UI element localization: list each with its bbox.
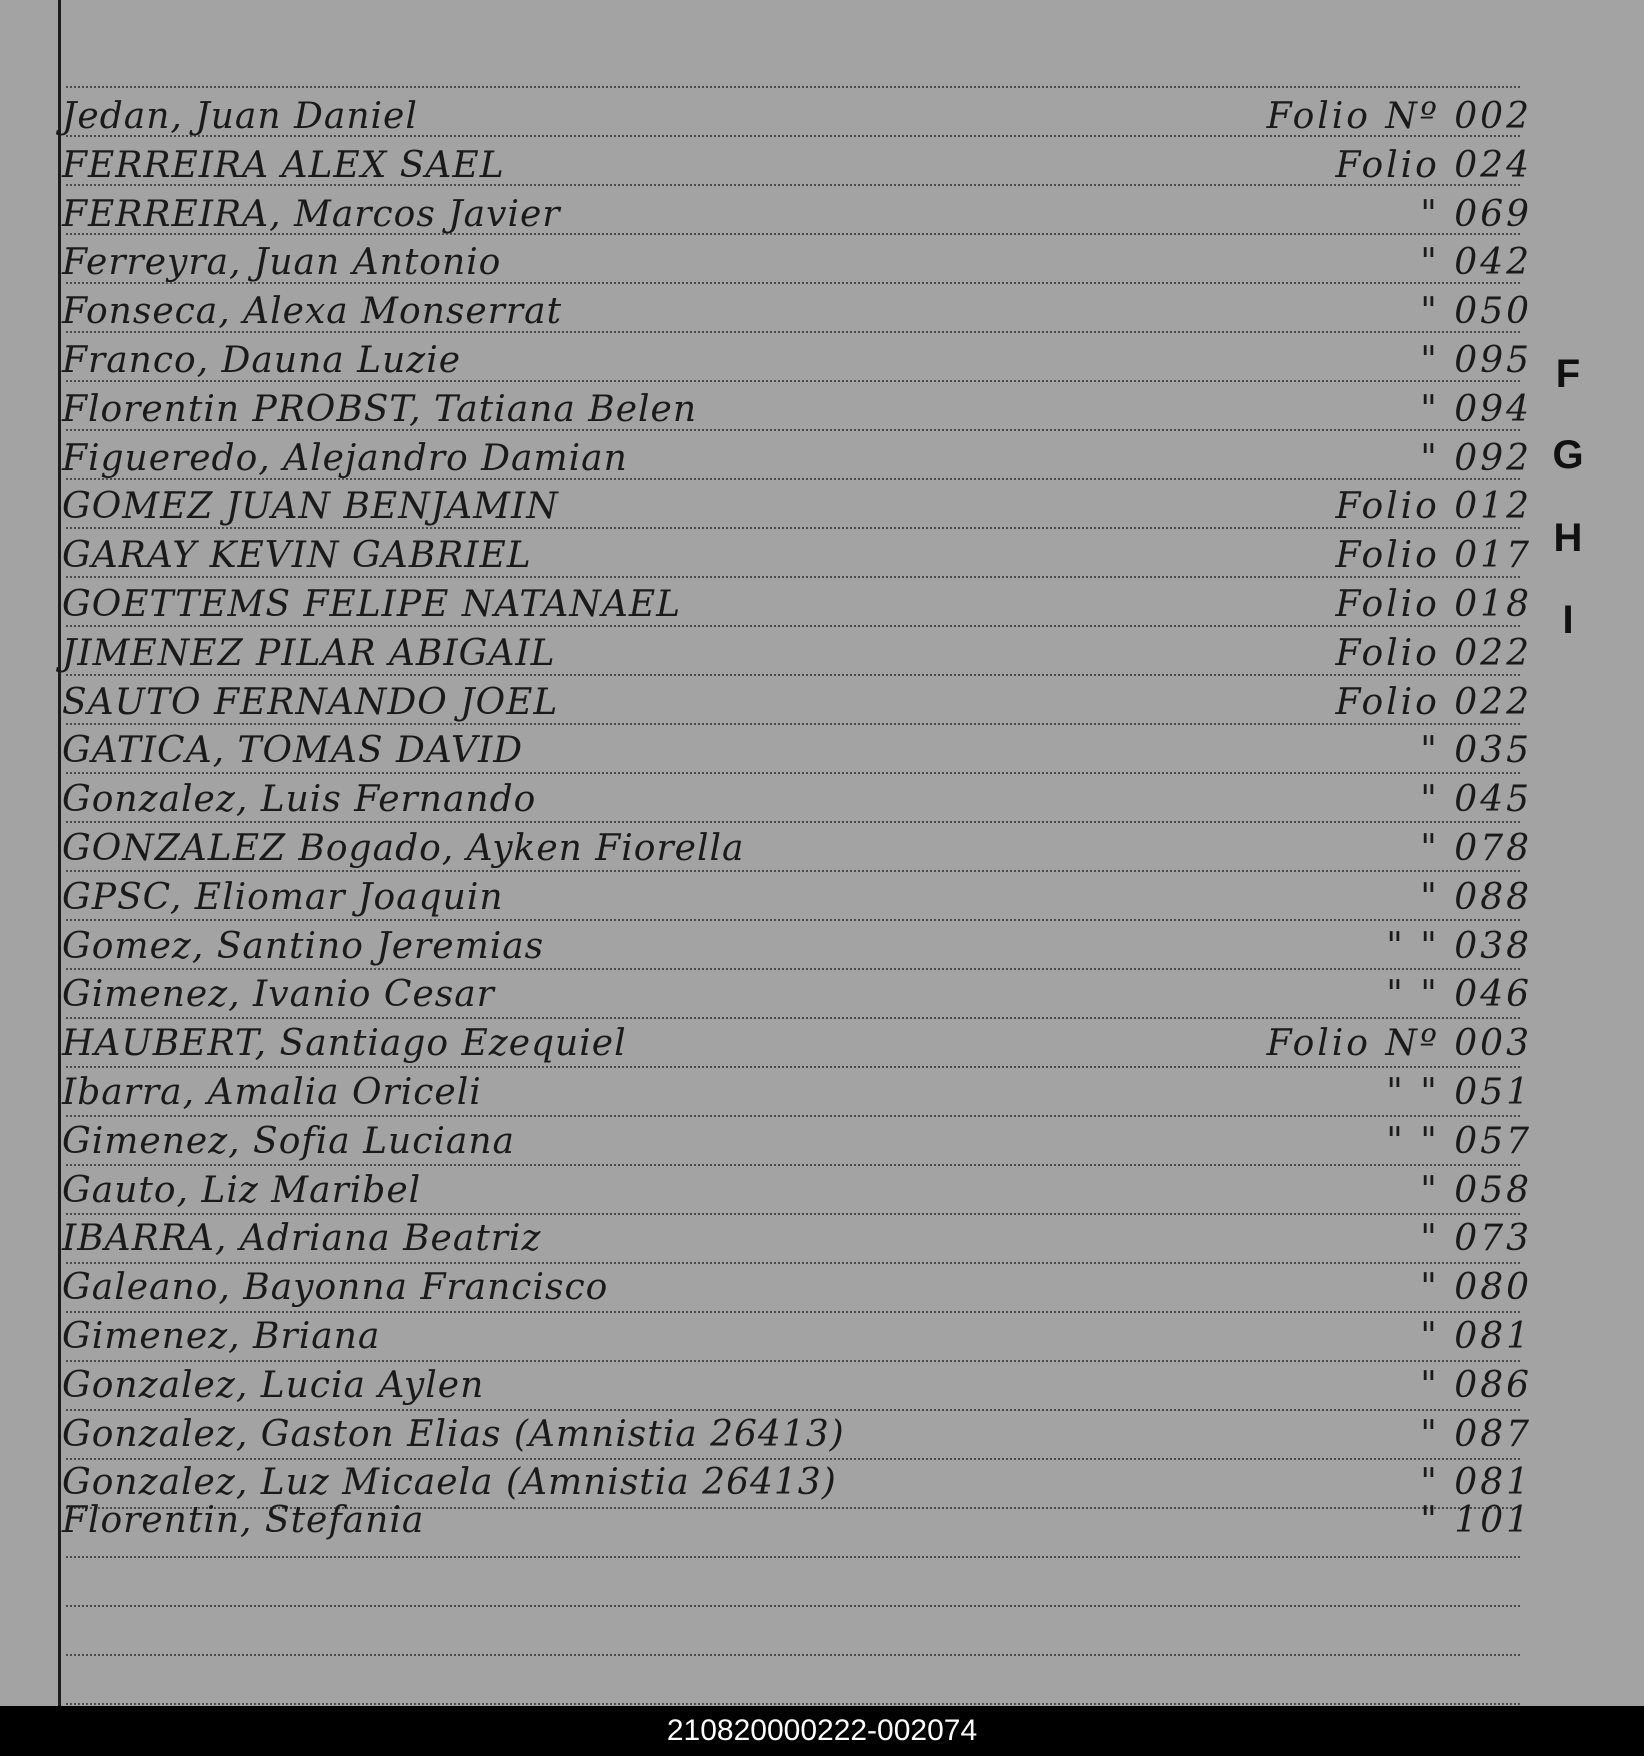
register-entry xyxy=(0,1267,1644,1313)
entry-folio: " 081 xyxy=(1420,1462,1532,1504)
entry-folio: " 058 xyxy=(1420,1169,1532,1211)
entry-folio: " 081 xyxy=(1420,1316,1532,1357)
register-entry xyxy=(0,145,1644,191)
register-entry xyxy=(0,96,1644,142)
entry-name: Gonzalez, Luis Fernando xyxy=(62,779,537,821)
register-entry xyxy=(0,1023,1644,1069)
index-letter-g: G xyxy=(1552,433,1584,477)
entry-name: HAUBERT, Santiago Ezequiel xyxy=(62,1023,627,1065)
register-entry xyxy=(0,730,1644,776)
entry-name: Figueredo, Alejandro Damian xyxy=(62,437,628,479)
entry-name: Gomez, Santino Jeremias xyxy=(62,925,545,967)
register-entry xyxy=(0,779,1644,825)
register-entry xyxy=(0,486,1644,532)
register-entry xyxy=(0,926,1644,972)
ruled-line xyxy=(66,1556,1520,1558)
register-entry xyxy=(0,1121,1644,1167)
entry-name: SAUTO FERNANDO JOEL xyxy=(62,681,559,723)
entry-name: Ferreyra, Juan Antonio xyxy=(62,242,502,284)
entry-folio: " " 046 xyxy=(1386,974,1532,1016)
register-entry xyxy=(0,194,1644,240)
entry-folio: " 101 xyxy=(1420,1500,1532,1541)
register-entry xyxy=(0,389,1644,435)
entry-folio: " 050 xyxy=(1420,291,1532,333)
entry-folio: " 094 xyxy=(1420,388,1532,430)
register-entry xyxy=(0,1500,1644,1546)
entry-folio: " " 038 xyxy=(1386,925,1532,967)
entry-name: Galeano, Bayonna Francisco xyxy=(62,1267,609,1309)
entry-name: IBARRA, Adriana Beatriz xyxy=(62,1218,542,1260)
entry-name: Gimenez, Ivanio Cesar xyxy=(62,974,495,1016)
entry-folio: " " 057 xyxy=(1386,1120,1532,1162)
entry-folio: Folio 012 xyxy=(1335,486,1532,528)
index-letter-i: I xyxy=(1562,598,1574,642)
entry-name: GATICA, TOMAS DAVID xyxy=(62,730,524,772)
entry-folio: " 073 xyxy=(1420,1218,1532,1260)
register-entry xyxy=(0,1218,1644,1264)
entry-folio: " 045 xyxy=(1420,779,1532,821)
entry-name: Gauto, Liz Maribel xyxy=(62,1169,422,1211)
register-entry xyxy=(0,682,1644,728)
ruled-line xyxy=(66,1654,1520,1656)
entry-folio: " 035 xyxy=(1420,730,1532,772)
entry-folio: " 088 xyxy=(1420,876,1532,918)
ruled-line xyxy=(66,1703,1520,1705)
entry-folio: Folio Nº 003 xyxy=(1266,1023,1532,1065)
register-entry xyxy=(0,291,1644,337)
register-entry xyxy=(0,584,1644,630)
entry-name: GOETTEMS FELIPE NATANAEL xyxy=(62,584,682,625)
entry-name: Fonseca, Alexa Monserrat xyxy=(62,291,563,333)
entry-name: Florentin PROBST, Tatiana Belen xyxy=(62,388,698,430)
register-entry xyxy=(0,1316,1644,1362)
entry-name: Florentin, Stefania xyxy=(62,1500,425,1541)
register-entry xyxy=(0,633,1644,679)
entry-name: GOMEZ JUAN BENJAMIN xyxy=(62,486,559,528)
entry-folio: " 042 xyxy=(1420,242,1532,284)
entry-folio: Folio Nº 002 xyxy=(1266,96,1532,137)
register-entry xyxy=(0,974,1644,1020)
entry-name: GPSC, Eliomar Joaquin xyxy=(62,876,504,918)
index-letter-h: H xyxy=(1553,516,1583,560)
register-entry xyxy=(0,1170,1644,1216)
entry-folio: " 078 xyxy=(1420,828,1532,869)
register-entry xyxy=(0,877,1644,923)
register-entry xyxy=(0,828,1644,874)
entry-folio: " 069 xyxy=(1420,193,1532,235)
entry-folio: " 080 xyxy=(1420,1267,1532,1309)
entry-folio: Folio 024 xyxy=(1335,144,1532,186)
register-entry xyxy=(0,1414,1644,1460)
entry-folio: " 086 xyxy=(1420,1364,1532,1406)
entry-folio: Folio 022 xyxy=(1335,632,1532,674)
entry-folio: Folio 022 xyxy=(1335,681,1532,723)
entry-name: JIMENEZ PILAR ABIGAIL xyxy=(62,632,556,674)
entry-folio: " 087 xyxy=(1420,1413,1532,1455)
index-letter-f: F xyxy=(1555,352,1581,396)
entry-name: Gonzalez, Lucia Aylen xyxy=(62,1364,485,1406)
entry-name: Franco, Dauna Luzie xyxy=(62,340,462,381)
register-entry xyxy=(0,242,1644,288)
entry-name: Ibarra, Amalia Oriceli xyxy=(62,1072,482,1113)
entry-name: FERREIRA ALEX SAEL xyxy=(62,144,505,186)
ruled-line xyxy=(66,1605,1520,1607)
register-entry xyxy=(0,1365,1644,1411)
entry-folio: Folio 018 xyxy=(1335,584,1532,625)
entry-name: Gimenez, Sofia Luciana xyxy=(62,1120,516,1162)
entry-name: GARAY KEVIN GABRIEL xyxy=(62,535,532,577)
document-code-footer: 210820000222-002074 xyxy=(0,1706,1644,1756)
entry-name: Gonzalez, Luz Micaela (Amnistia 26413) xyxy=(62,1462,837,1504)
entry-folio: " " 051 xyxy=(1386,1072,1532,1113)
register-entry xyxy=(0,438,1644,484)
register-entry xyxy=(0,1072,1644,1118)
entry-name: FERREIRA, Marcos Javier xyxy=(62,193,561,235)
register-entry xyxy=(0,535,1644,581)
entry-name: Jedan, Juan Daniel xyxy=(62,96,418,137)
entry-name: Gonzalez, Gaston Elias (Amnistia 26413) xyxy=(62,1413,845,1455)
ruled-line xyxy=(66,86,1520,88)
entry-folio: Folio 017 xyxy=(1335,535,1532,577)
register-entry xyxy=(0,340,1644,386)
entry-folio: " 095 xyxy=(1420,340,1532,381)
entry-name: GONZALEZ Bogado, Ayken Fiorella xyxy=(62,828,745,869)
entry-folio: " 092 xyxy=(1420,437,1532,479)
entry-name: Gimenez, Briana xyxy=(62,1316,381,1357)
